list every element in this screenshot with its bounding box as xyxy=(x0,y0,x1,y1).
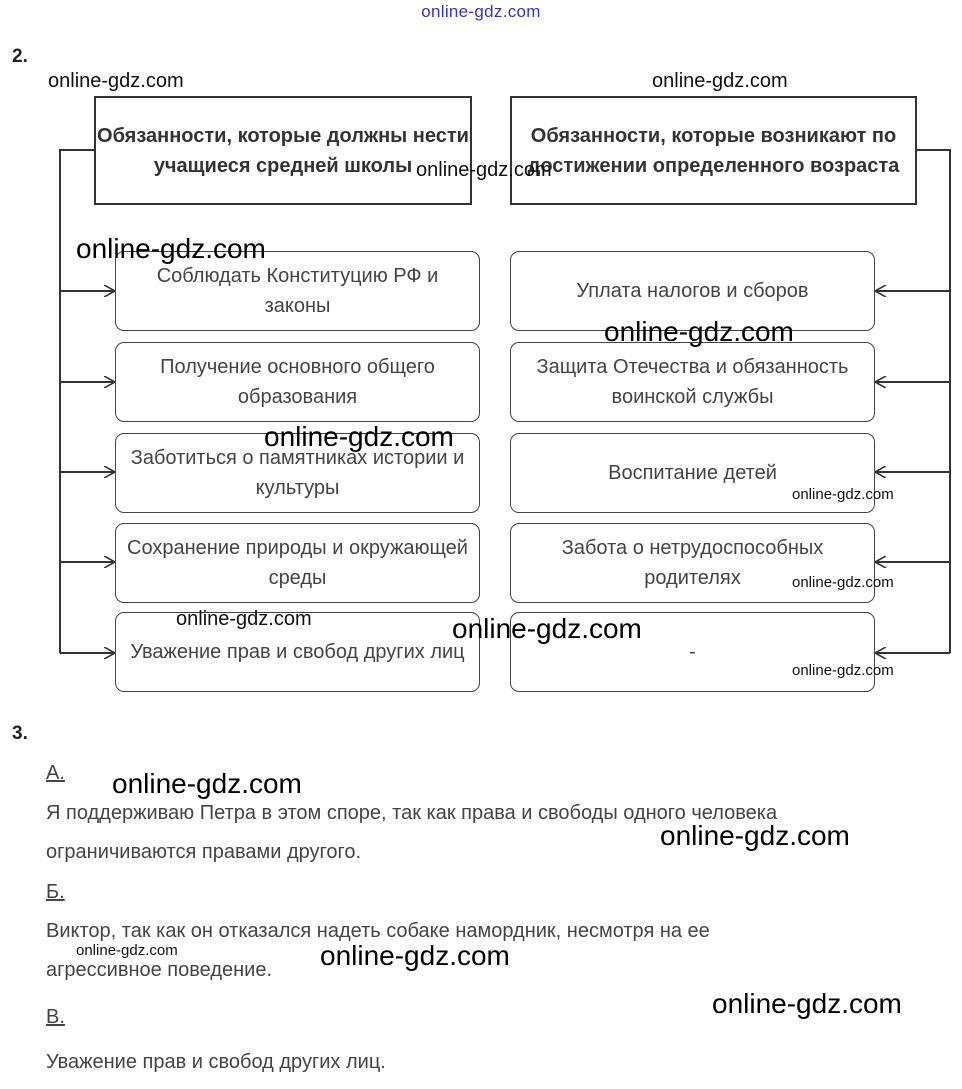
right-item-text-1: Уплата налогов и сборов xyxy=(576,280,809,302)
answer-a-line-1: Я поддерживаю Петра в этом споре, так как права и свободы одного человека xyxy=(46,802,778,824)
watermark: online-gdz.com xyxy=(416,159,552,181)
watermark: online-gdz.com xyxy=(76,942,178,959)
right-trunk-line xyxy=(916,150,950,653)
watermark: online-gdz.com xyxy=(264,421,454,452)
left-item-box-4 xyxy=(115,523,480,603)
watermark: online-gdz.com xyxy=(48,70,184,92)
left-item-text-4: Сохранение природы и окружающей среды xyxy=(127,537,468,589)
left-header-text: Обязанности, которые должны нести учащиеся средней школы xyxy=(97,124,469,177)
left-item-box-2 xyxy=(115,342,480,422)
watermark: online-gdz.com xyxy=(792,486,894,503)
watermark: online-gdz.com xyxy=(604,316,794,347)
left-item-text-3: Заботиться о памятниках истории и культуры xyxy=(130,447,465,499)
answer-a-line-2: ограничиваются правами другого. xyxy=(46,841,362,863)
answer-b-letter: Б. xyxy=(46,881,65,903)
watermark: online-gdz.com xyxy=(452,613,642,644)
task-3-number: 3. xyxy=(12,723,28,744)
right-header-box xyxy=(510,96,917,205)
watermark: online-gdz.com xyxy=(652,70,788,92)
watermark: online-gdz.com xyxy=(112,768,302,799)
left-item-text-5: Уважение прав и свобод других лиц xyxy=(130,641,465,663)
right-item-text-4: Забота о нетрудоспособных родителях xyxy=(561,537,824,589)
watermark: online-gdz.com xyxy=(712,988,902,1019)
answer-c-letter: В. xyxy=(46,1006,65,1028)
left-item-text-2: Получение основного общего образования xyxy=(160,356,435,408)
watermark: online-gdz.com xyxy=(792,662,894,679)
watermark: online-gdz.com xyxy=(76,233,266,264)
answer-b-line-2: агрессивное поведение. xyxy=(46,959,273,981)
watermark: online-gdz.com xyxy=(660,820,850,851)
task-2-number: 2. xyxy=(12,46,28,67)
answer-b-line-1: Виктор, так как он отказался надеть собаке намордник, несмотря на ее xyxy=(46,920,710,942)
right-header-text: Обязанности, которые возникают по достижении определенного возраста xyxy=(527,124,900,177)
header-watermark: online-gdz.com xyxy=(421,2,541,21)
left-trunk-line xyxy=(60,150,94,653)
answer-c-line-1: Уважение прав и свобод других лиц. xyxy=(46,1051,386,1073)
right-item-text-2: Защита Отечества и обязанность воинской службы xyxy=(536,356,849,408)
right-item-text-5: - xyxy=(689,641,696,663)
left-item-text-1: Соблюдать Конституцию РФ и законы xyxy=(156,265,439,317)
left-header-box xyxy=(94,96,472,205)
right-item-text-3: Воспитание детей xyxy=(608,462,777,484)
watermark: online-gdz.com xyxy=(792,574,894,591)
watermark: online-gdz.com xyxy=(176,608,312,630)
right-item-box-2 xyxy=(510,342,875,422)
answer-a-letter: А. xyxy=(46,762,65,784)
watermark: online-gdz.com xyxy=(320,940,510,971)
right-item-box-4 xyxy=(510,523,875,603)
